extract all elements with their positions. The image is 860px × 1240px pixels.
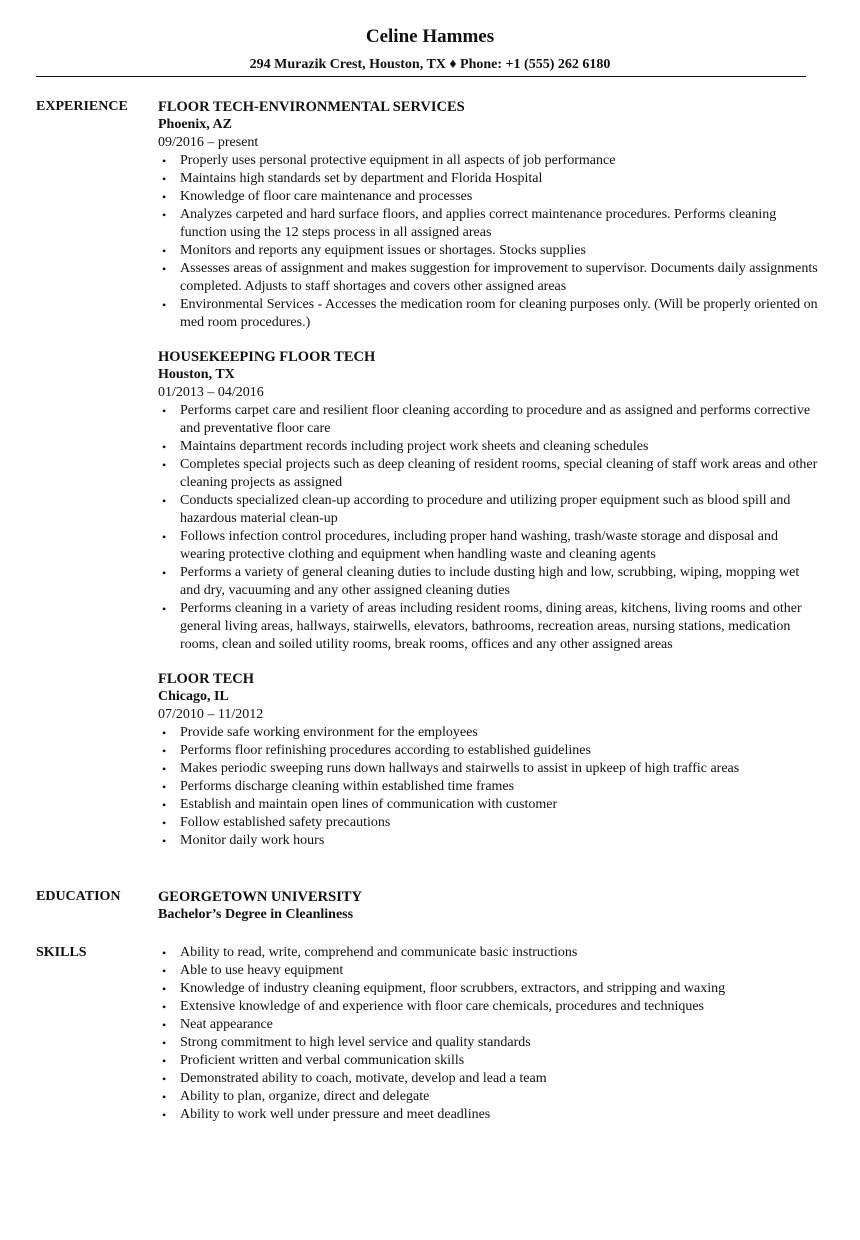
experience-label: EXPERIENCE [36, 99, 128, 114]
bullet-text: Properly uses personal protective equipment in all aspects of job performance [180, 153, 616, 168]
bullet-text: Monitors and reports any equipment issues or shortages. Stocks supplies [180, 243, 586, 258]
list-item [158, 600, 818, 654]
job-title: HOUSEKEEPING FLOOR TECH [158, 349, 376, 365]
list-item [158, 528, 818, 564]
contact-line: 294 Murazik Crest, Houston, TX ♦ Phone: +1 (555) 262 6180 [249, 57, 611, 72]
bullet-text: Performs floor refinishing procedures according to established guidelines [180, 743, 591, 758]
bullet-icon: • [162, 530, 167, 544]
bullet-icon: • [162, 780, 167, 794]
skill-text: Ability to read, write, comprehend and communicate basic instructions [180, 945, 578, 960]
list-item [158, 242, 818, 260]
resume-header [0, 0, 860, 73]
skill-text: Knowledge of industry cleaning equipment, floor scrubbers, extractors, and stripping and waxing [180, 981, 726, 996]
job-bullets [158, 724, 818, 850]
bullet-icon: • [162, 744, 167, 758]
bullet-text: Follow established safety precautions [180, 815, 391, 830]
list-item [158, 1016, 818, 1034]
bullet-icon: • [162, 946, 167, 960]
bullet-text: Performs cleaning in a variety of areas including resident rooms, dining areas, kitchens, living rooms and other general living areas, hallways, stairwells, elevators, bathrooms, recreation areas, nursing stations, medication rooms, clean and soiled utility rooms, break rooms, offices and any other assigned areas [180, 601, 802, 652]
skill-text: Demonstrated ability to coach, motivate, develop and lead a team [180, 1071, 547, 1086]
list-item [158, 1034, 818, 1052]
job-entry [158, 348, 818, 654]
job-entry [158, 670, 818, 850]
skill-text: Ability to work well under pressure and meet deadlines [180, 1107, 491, 1122]
skill-text: Ability to plan, organize, direct and delegate [180, 1089, 430, 1104]
list-item [158, 1088, 818, 1106]
skill-text: Able to use heavy equipment [180, 963, 344, 978]
bullet-icon: • [162, 208, 167, 222]
skills-list [158, 944, 818, 1124]
list-item [158, 492, 818, 528]
list-item [158, 170, 818, 188]
list-item [158, 814, 818, 832]
list-item [158, 980, 818, 998]
bullet-icon: • [162, 154, 167, 168]
bullet-text: Monitor daily work hours [180, 833, 325, 848]
list-item [158, 724, 818, 742]
bullet-text: Follows infection control procedures, including proper hand washing, trash/waste storage and disposal and wearing protective clothing and equipment when handling waste and cleaning agents [180, 529, 778, 562]
bullet-icon: • [162, 298, 167, 312]
job-dates: 01/2013 – 04/2016 [158, 385, 264, 400]
bullet-text: Completes special projects such as deep cleaning of resident rooms, special cleaning of staff work areas and other cleaning projects as assigned [180, 457, 818, 490]
bullet-text: Analyzes carpeted and hard surface floors, and applies correct maintenance procedures. Performs cleaning function using the 12 steps process in all assigned areas [180, 207, 777, 240]
bullet-icon: • [162, 190, 167, 204]
header-divider [36, 76, 806, 77]
bullet-text: Makes periodic sweeping runs down hallways and stairwells to assist in upkeep of high traffic areas [180, 761, 740, 776]
list-item [158, 296, 818, 332]
bullet-icon: • [162, 440, 167, 454]
list-item [158, 1070, 818, 1088]
job-title: FLOOR TECH-ENVIRONMENTAL SERVICES [158, 99, 465, 115]
bullet-icon: • [162, 458, 167, 472]
bullet-text: Maintains department records including project work sheets and cleaning schedules [180, 439, 649, 454]
bullet-icon: • [162, 1072, 167, 1086]
list-item [158, 438, 818, 456]
bullet-text: Maintains high standards set by department and Florida Hospital [180, 171, 543, 186]
bullet-icon: • [162, 1018, 167, 1032]
bullet-text: Knowledge of floor care maintenance and processes [180, 189, 473, 204]
degree-name: Bachelor’s Degree in Cleanliness [158, 907, 354, 922]
list-item [158, 998, 818, 1016]
bullet-text: Provide safe working environment for the employees [180, 725, 478, 740]
bullet-icon: • [162, 1000, 167, 1014]
list-item [158, 944, 818, 962]
bullet-icon: • [162, 1108, 167, 1122]
list-item [158, 1052, 818, 1070]
bullet-icon: • [162, 172, 167, 186]
bullet-text: Performs a variety of general cleaning duties to include dusting high and low, scrubbing, wiping, mopping wet and dry, vacuuming and any other assigned cleaning duties [180, 565, 800, 598]
bullet-icon: • [162, 566, 167, 580]
skills-label: SKILLS [36, 945, 87, 960]
list-item [158, 796, 818, 814]
skill-text: Proficient written and verbal communication skills [180, 1053, 465, 1068]
bullet-text: Assesses areas of assignment and makes suggestion for improvement to supervisor. Documents daily assignments completed. Adjusts to staff shortages and covers other assigned areas [180, 261, 818, 294]
skill-text: Strong commitment to high level service and quality standards [180, 1035, 531, 1050]
list-item [158, 152, 818, 170]
bullet-icon: • [162, 404, 167, 418]
bullet-icon: • [162, 964, 167, 978]
experience-body [158, 98, 818, 866]
skills-body [158, 944, 818, 1124]
job-location: Houston, TX [158, 367, 235, 382]
job-location: Phoenix, AZ [158, 117, 232, 132]
bullet-text: Environmental Services - Accesses the medication room for cleaning purposes only. (Will be properly oriented on med room procedures.) [180, 297, 818, 330]
list-item [158, 962, 818, 980]
bullet-icon: • [162, 982, 167, 996]
skill-text: Neat appearance [180, 1017, 273, 1032]
bullet-icon: • [162, 1036, 167, 1050]
bullet-icon: • [162, 798, 167, 812]
list-item [158, 760, 818, 778]
list-item [158, 456, 818, 492]
list-item [158, 742, 818, 760]
list-item [158, 206, 818, 242]
bullet-icon: • [162, 834, 167, 848]
bullet-icon: • [162, 262, 167, 276]
bullet-icon: • [162, 1054, 167, 1068]
list-item [158, 564, 818, 600]
candidate-name: Celine Hammes [365, 26, 495, 47]
bullet-icon: • [162, 762, 167, 776]
bullet-icon: • [162, 602, 167, 616]
education-label: EDUCATION [36, 889, 121, 904]
list-item [158, 832, 818, 850]
job-dates: 09/2016 – present [158, 135, 259, 150]
bullet-text: Establish and maintain open lines of communication with customer [180, 797, 558, 812]
bullet-text: Performs carpet care and resilient floor cleaning according to procedure and as assigned and performs corrective and preventative floor care [180, 403, 811, 436]
list-item [158, 402, 818, 438]
job-bullets [158, 152, 818, 332]
bullet-icon: • [162, 726, 167, 740]
skill-text: Extensive knowledge of and experience with floor care chemicals, procedures and techniques [180, 999, 705, 1014]
job-bullets [158, 402, 818, 654]
list-item [158, 1106, 818, 1124]
list-item [158, 188, 818, 206]
job-entry [158, 98, 818, 332]
bullet-icon: • [162, 1090, 167, 1104]
education-body [158, 888, 818, 924]
bullet-icon: • [162, 244, 167, 258]
bullet-icon: • [162, 494, 167, 508]
bullet-text: Performs discharge cleaning within established time frames [180, 779, 515, 794]
job-location: Chicago, IL [158, 689, 229, 704]
job-title: FLOOR TECH [158, 671, 255, 687]
bullet-text: Conducts specialized clean-up according to procedure and utilizing proper equipment such as blood spill and hazardous material clean-up [180, 493, 791, 526]
bullet-icon: • [162, 816, 167, 830]
job-dates: 07/2010 – 11/2012 [158, 707, 264, 722]
list-item [158, 778, 818, 796]
list-item [158, 260, 818, 296]
school-name: GEORGETOWN UNIVERSITY [158, 889, 362, 905]
